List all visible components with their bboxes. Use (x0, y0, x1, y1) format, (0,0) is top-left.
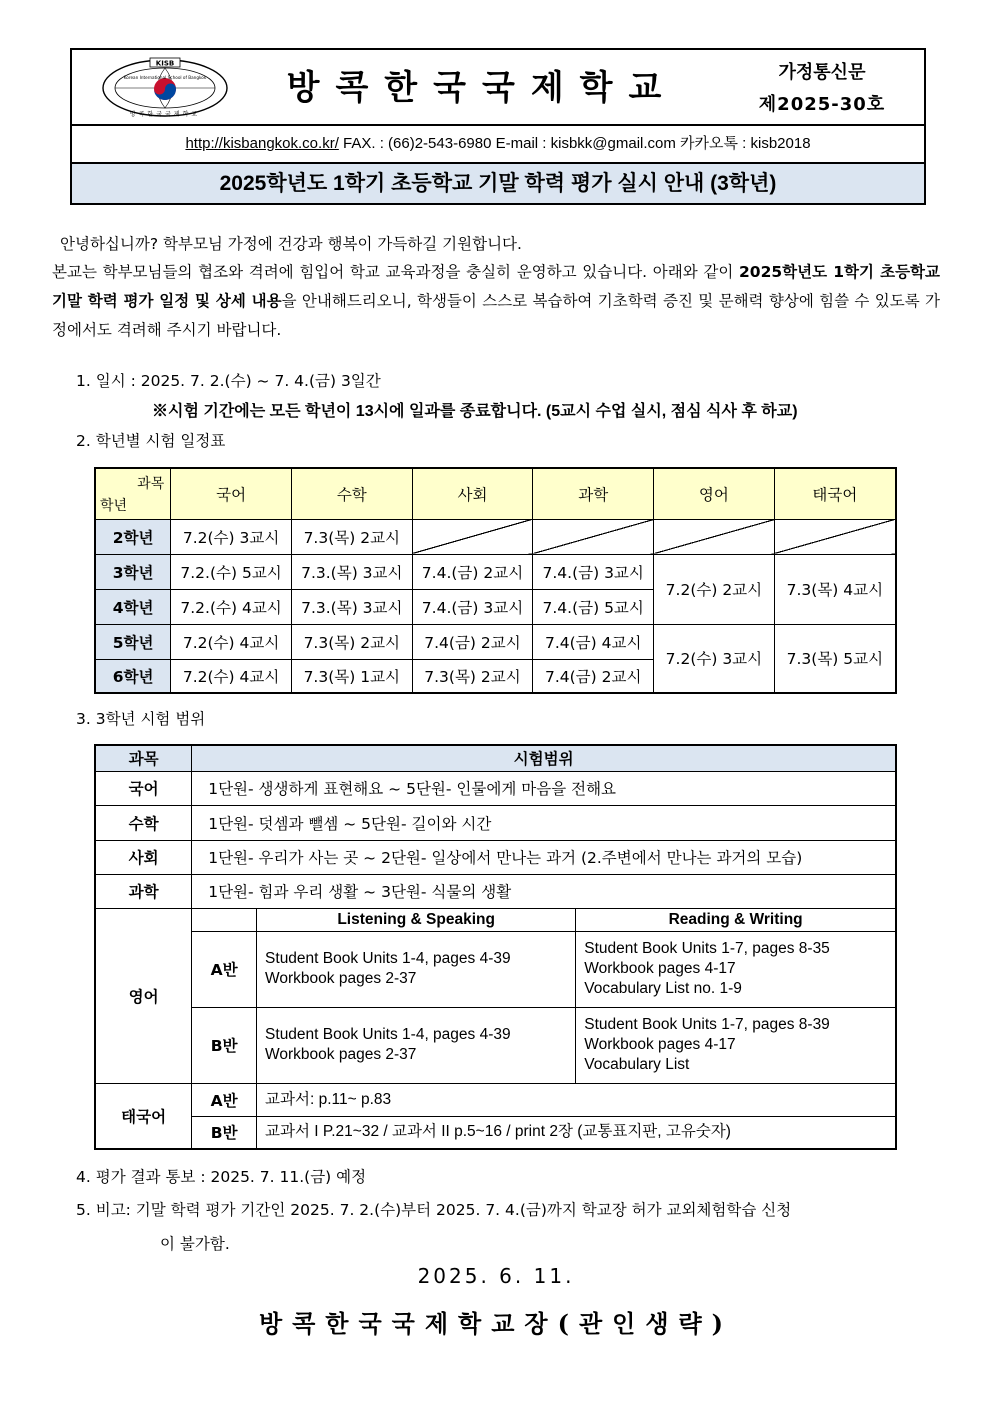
grade-cell: 6학년 (95, 659, 171, 693)
item-5-remarks: 5. 비고: 기말 학력 평가 기간인 2025. 7. 2.(수)부터 2025. 7. 4.(금)까지 학교장 허가 교외체험학습 신청 (76, 1201, 792, 1219)
intro-text-b: 을 안내해드리오니, 학생들이 스스로 복습하여 기초학력 증진 및 문해력 향상에 힘쓸 수 있도록 가정에서도 격려해 주시기 바랍니다. (52, 292, 941, 339)
intro-paragraph (52, 258, 940, 345)
range-cell: 교과서 I P.21~32 / 교과서 II p.5~16 / print 2장 (교통표지판, 고유숫자) (257, 1116, 896, 1149)
range-line: Vocabulary List no. 1-9 (584, 980, 742, 997)
table-row (95, 840, 896, 874)
schedule-cell: 7.3(목) 2교시 (412, 659, 533, 693)
empty-cell (654, 519, 775, 554)
table-row (95, 771, 896, 805)
grade-cell: 3학년 (95, 554, 171, 589)
logo-english-text: Korean International School of Bangkok (123, 75, 207, 80)
schedule-cell: 7.4(금) 2교시 (412, 624, 533, 659)
subject-header: 태국어 (774, 468, 896, 519)
schedule-cell: 7.2(수) 4교시 (171, 659, 292, 693)
schedule-cell: 7.3(목) 1교시 (291, 659, 412, 693)
range-cell: 1단원- 덧셈과 뺄셈 ~ 5단원- 길이와 시간 (192, 805, 896, 840)
exam-range-table (94, 744, 897, 1150)
table-row (95, 1083, 896, 1116)
table-row (95, 931, 896, 1007)
item-5-remarks-cont: 이 불가함. (160, 1235, 230, 1253)
subject-header: 과학 (533, 468, 654, 519)
schedule-cell: 7.2(수) 4교시 (171, 624, 292, 659)
schedule-cell: 7.2(수) 2교시 (654, 554, 775, 624)
table-row (95, 519, 896, 554)
subject-cell: 사회 (95, 840, 192, 874)
schedule-cell: 7.2.(수) 4교시 (171, 589, 292, 624)
issue-number: 제2025-30호 (758, 94, 886, 115)
table-row (95, 1116, 896, 1149)
intro-text-a: 본교는 학부모님들의 협조와 격려에 힘입어 학교 교육과정을 충실히 운영하고 있습니다. 아래와 같이 (52, 263, 740, 281)
range-cell (257, 1007, 576, 1083)
schedule-cell: 7.2.(수) 5교시 (171, 554, 292, 589)
table-row (95, 908, 896, 931)
table-row (95, 554, 896, 589)
schedule-cell: 7.4(금) 2교시 (533, 659, 654, 693)
table-row (95, 805, 896, 840)
schedule-cell: 7.2(수) 3교시 (171, 519, 292, 554)
table-row (95, 624, 896, 659)
school-logo (90, 55, 240, 120)
range-cell: 1단원- 우리가 사는 곳 ~ 2단원- 일상에서 만나는 과거 (2.주변에서 만나는 과거의 모습) (192, 840, 896, 874)
schedule-cell: 7.4(금) 4교시 (533, 624, 654, 659)
class-cell: A반 (192, 1083, 257, 1116)
table-corner (95, 468, 171, 519)
range-line: Student Book Units 1-7, pages 8-35 (584, 940, 830, 957)
class-cell: B반 (192, 1116, 257, 1149)
schedule-cell: 7.3(목) 2교시 (291, 624, 412, 659)
schedule-cell: 7.3(목) 5교시 (774, 624, 896, 693)
schedule-cell: 7.2(수) 3교시 (654, 624, 775, 693)
intro-text-bold: 2025학년도 1학기 초등학교 기말 학력 평가 일정 및 상세 내용 (52, 263, 940, 310)
schedule-cell: 7.3.(목) 3교시 (291, 554, 412, 589)
school-name: 방콕한국국제학교 (286, 68, 678, 108)
range-header-range: 시험범위 (192, 745, 896, 771)
class-cell: A반 (192, 931, 257, 1007)
contact-details: FAX. : (66)2-543-6980 E-mail : kisbkk@gmail.com 카카오톡 : kisb2018 (338, 135, 811, 152)
subject-header: 영어 (654, 468, 775, 519)
schedule-cell: 7.4.(금) 3교시 (533, 554, 654, 589)
listening-speaking-header: Listening & Speaking (257, 908, 576, 931)
grade-cell: 4학년 (95, 589, 171, 624)
corner-grade-label: 학년 (100, 497, 128, 514)
principal-signature: 방콕한국국제학교장(관인생략) (258, 1309, 734, 1338)
range-cell: 1단원- 생생하게 표현해요 ~ 5단원- 인물에게 마음을 전해요 (192, 771, 896, 805)
logo-korean-text: 방콕한국국제학교 (129, 111, 201, 118)
subject-cell: 태국어 (95, 1083, 192, 1149)
schedule-cell: 7.3(목) 4교시 (774, 554, 896, 624)
class-cell: B반 (192, 1007, 257, 1083)
range-cell (576, 1007, 896, 1083)
range-cell (257, 931, 576, 1007)
grade-cell: 2학년 (95, 519, 171, 554)
empty-cell (533, 519, 654, 554)
table-row (95, 874, 896, 908)
item-1-date: 1. 일시 : 2025. 7. 2.(수) ~ 7. 4.(금) 3일간 (76, 372, 381, 390)
schedule-cell: 7.4.(금) 5교시 (533, 589, 654, 624)
schedule-cell: 7.3(목) 2교시 (291, 519, 412, 554)
logo-mark: KISB (155, 59, 175, 68)
subject-header: 수학 (291, 468, 412, 519)
schedule-table (94, 467, 897, 694)
contact-line (72, 124, 924, 164)
website-link[interactable]: http://kisbangkok.co.kr/ (185, 135, 339, 152)
range-line: Workbook pages 4-17 (584, 960, 736, 977)
issue-date: 2025. 6. 11. (417, 1264, 575, 1288)
range-line: Workbook pages 4-17 (584, 1036, 736, 1053)
item-2-schedule: 2. 학년별 시험 일정표 (76, 432, 226, 450)
letterhead-top (72, 50, 924, 124)
range-line: Workbook pages 2-37 (265, 1046, 417, 1063)
item-4-results: 4. 평가 결과 통보 : 2025. 7. 11.(금) 예정 (76, 1168, 367, 1186)
empty-cell (774, 519, 896, 554)
corner-subject-label: 과목 (137, 476, 165, 492)
range-cell (576, 931, 896, 1007)
subject-cell: 수학 (95, 805, 192, 840)
schedule-cell: 7.4.(금) 3교시 (412, 589, 533, 624)
subject-header: 사회 (412, 468, 533, 519)
schedule-cell: 7.3.(목) 3교시 (291, 589, 412, 624)
range-cell: 교과서: p.11~ p.83 (257, 1083, 896, 1116)
notice-title: 2025학년도 1학기 초등학교 기말 학력 평가 실시 안내 (3학년) (72, 164, 924, 203)
empty-cell (412, 519, 533, 554)
greeting: 안녕하십니까? 학부모님 가정에 건강과 행복이 가득하길 기원합니다. (60, 235, 522, 253)
exam-note: ※시험 기간에는 모든 학년이 13시에 일과를 종료합니다. (5교시 수업 실시, 점심 식사 후 하교) (152, 403, 798, 420)
table-row (95, 1007, 896, 1083)
subject-cell: 국어 (95, 771, 192, 805)
range-line: Student Book Units 1-4, pages 4-39 (265, 1026, 511, 1043)
range-line: Student Book Units 1-7, pages 8-39 (584, 1016, 830, 1033)
schedule-cell: 7.4.(금) 2교시 (412, 554, 533, 589)
reading-writing-header: Reading & Writing (576, 908, 896, 931)
range-cell: 1단원- 힘과 우리 생활 ~ 3단원- 식물의 생활 (192, 874, 896, 908)
subject-header: 국어 (171, 468, 292, 519)
subject-cell: 영어 (95, 908, 192, 1083)
empty-cell (192, 908, 257, 931)
grade-cell: 5학년 (95, 624, 171, 659)
newsletter-label: 가정통신문 (778, 62, 866, 83)
range-header-subject: 과목 (95, 745, 192, 771)
range-line: Vocabulary List (584, 1056, 690, 1073)
letterhead (70, 48, 926, 205)
range-line: Student Book Units 1-4, pages 4-39 (265, 950, 511, 967)
item-3-range: 3. 3학년 시험 범위 (76, 710, 206, 728)
subject-cell: 과학 (95, 874, 192, 908)
range-line: Workbook pages 2-37 (265, 970, 417, 987)
